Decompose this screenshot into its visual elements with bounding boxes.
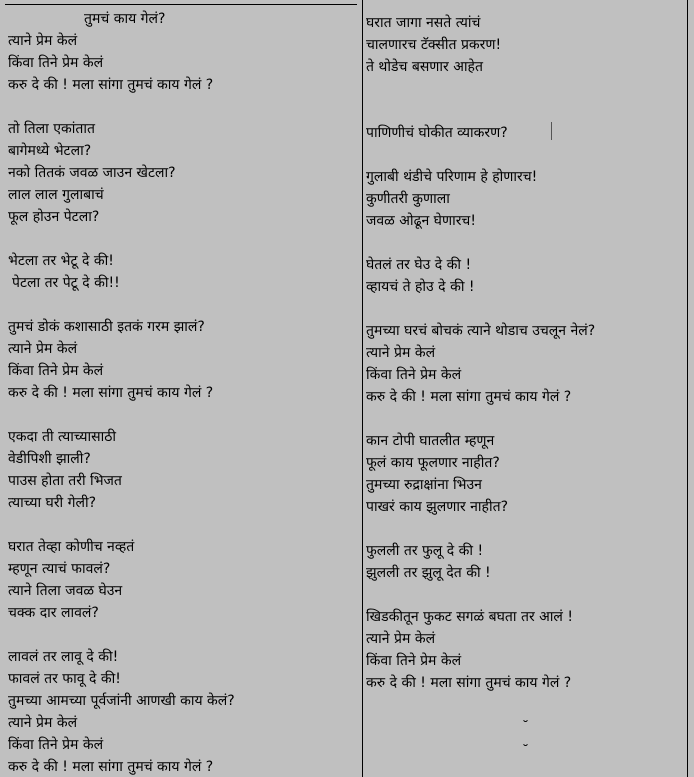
poem-line: करु दे की ! मला सांगा तुमचं काय गेलं ? bbox=[366, 389, 572, 405]
poem-line: चालणारच टॅक्सीत प्रकरण! bbox=[366, 37, 502, 53]
poem-line: त्याने प्रेम केलं bbox=[8, 715, 78, 731]
poem-line: पाणिणीचं घोकीत व्याकरण? bbox=[366, 125, 508, 141]
poem-line: जवळ ओढून घेणारच! bbox=[366, 213, 476, 229]
column-divider bbox=[362, 0, 363, 777]
poem-line: तुमच्या आमच्या पूर्वजांनी आणखी काय केलं? bbox=[8, 693, 235, 709]
poem-line: कान टोपी घातलीत म्हणून bbox=[366, 433, 495, 449]
poem-line: करु दे की ! मला सांगा तुमचं काय गेलं ? bbox=[8, 759, 214, 775]
poem-line: म्हणून त्याचं फावलं? bbox=[8, 561, 111, 577]
poem-line: भेटला तर भेटू दे की! bbox=[8, 253, 114, 269]
poem-line: फुलली तर फुलू दे की ! bbox=[366, 543, 484, 559]
poem-line: घरात तेव्हा कोणीच नव्हतं bbox=[8, 539, 135, 555]
poem-line: त्याने प्रेम केलं bbox=[366, 345, 436, 361]
poem-line: पेटला तर पेटू दे की!! bbox=[12, 275, 120, 291]
poem-line: किंवा तिने प्रेम केलं bbox=[8, 363, 104, 379]
poem-line: पाउस होता तरी भिजत bbox=[8, 473, 122, 489]
poem-line: फूलं काय फूलणार नाहीत? bbox=[366, 455, 500, 471]
breve-mark: ˘ bbox=[522, 719, 529, 735]
poem-line: एकदा ती त्याच्यासाठी bbox=[8, 429, 117, 445]
poem-line: त्याने प्रेम केलं bbox=[366, 631, 436, 647]
poem-line: तुमचं डोकं कशासाठी इतकं गरम झालं? bbox=[8, 319, 205, 335]
poem-line: तुमचं काय गेलं? bbox=[84, 11, 166, 27]
poem-line: गुलाबी थंडीचे परिणाम हे होणारच! bbox=[366, 169, 538, 185]
poem-line: नको तितकं जवळ जाउन खेटला? bbox=[8, 165, 176, 181]
poem-line: किंवा तिने प्रेम केलं bbox=[8, 55, 104, 71]
poem-line: किंवा तिने प्रेम केलं bbox=[8, 737, 104, 753]
poem-line: फावलं तर फावू दे की! bbox=[8, 671, 121, 687]
poem-line: खिडकीतून फुकट सगळं बघता तर आलं ! bbox=[366, 609, 573, 625]
poem-line: चक्क दार लावलं? bbox=[8, 605, 99, 621]
breve-mark: ˘ bbox=[522, 743, 529, 759]
poem-line: लाल लाल गुलाबाचं bbox=[8, 187, 104, 203]
poem-line: बागेमध्ये भेटला? bbox=[8, 143, 92, 159]
poem-line: ते थोडेच बसणार आहेत bbox=[366, 59, 483, 75]
poem-line: करु दे की ! मला सांगा तुमचं काय गेलं ? bbox=[8, 385, 214, 401]
poem-line: व्हायचं ते होउ दे की ! bbox=[366, 279, 475, 295]
right-column bbox=[364, 0, 694, 777]
poem-line: करु दे की ! मला सांगा तुमचं काय गेलं ? bbox=[8, 77, 214, 93]
poem-line: घेतलं तर घेउ दे की ! bbox=[366, 257, 472, 273]
poem-line: त्याने प्रेम केलं bbox=[8, 33, 78, 49]
poem-line: कुणीतरी कुणाला bbox=[366, 191, 450, 207]
poem-line: फूल होउन पेटला? bbox=[8, 209, 100, 225]
poem-line: किंवा तिने प्रेम केलं bbox=[366, 653, 462, 669]
poem-line: करु दे की ! मला सांगा तुमचं काय गेलं ? bbox=[366, 675, 572, 691]
poem-line: लावलं तर लावू दे की! bbox=[8, 649, 119, 665]
poem-line: त्याच्या घरी गेली? bbox=[8, 495, 97, 511]
poem-line: त्याने तिला जवळ घेउन bbox=[8, 583, 123, 599]
poem-line: त्याने प्रेम केलं bbox=[8, 341, 78, 357]
poem-line: घरात जागा नसते त्यांचं bbox=[366, 15, 481, 31]
poem-line: तुमच्या रुद्राक्षांना भिउन bbox=[366, 477, 482, 493]
poem-line: तुमच्या घरचं बोचकं त्याने थोडाच उचलून नेलं? bbox=[366, 323, 596, 339]
poem-line: वेडीपिशी झाली? bbox=[8, 451, 91, 467]
poem-line: पाखरं काय झुलणार नाहीत? bbox=[366, 499, 509, 515]
poem-line: किंवा तिने प्रेम केलं bbox=[366, 367, 462, 383]
text-cursor bbox=[551, 122, 552, 140]
poem-line: झुलली तर झुलू देत की ! bbox=[366, 565, 491, 581]
poem-line: तो तिला एकांतात bbox=[8, 121, 95, 137]
